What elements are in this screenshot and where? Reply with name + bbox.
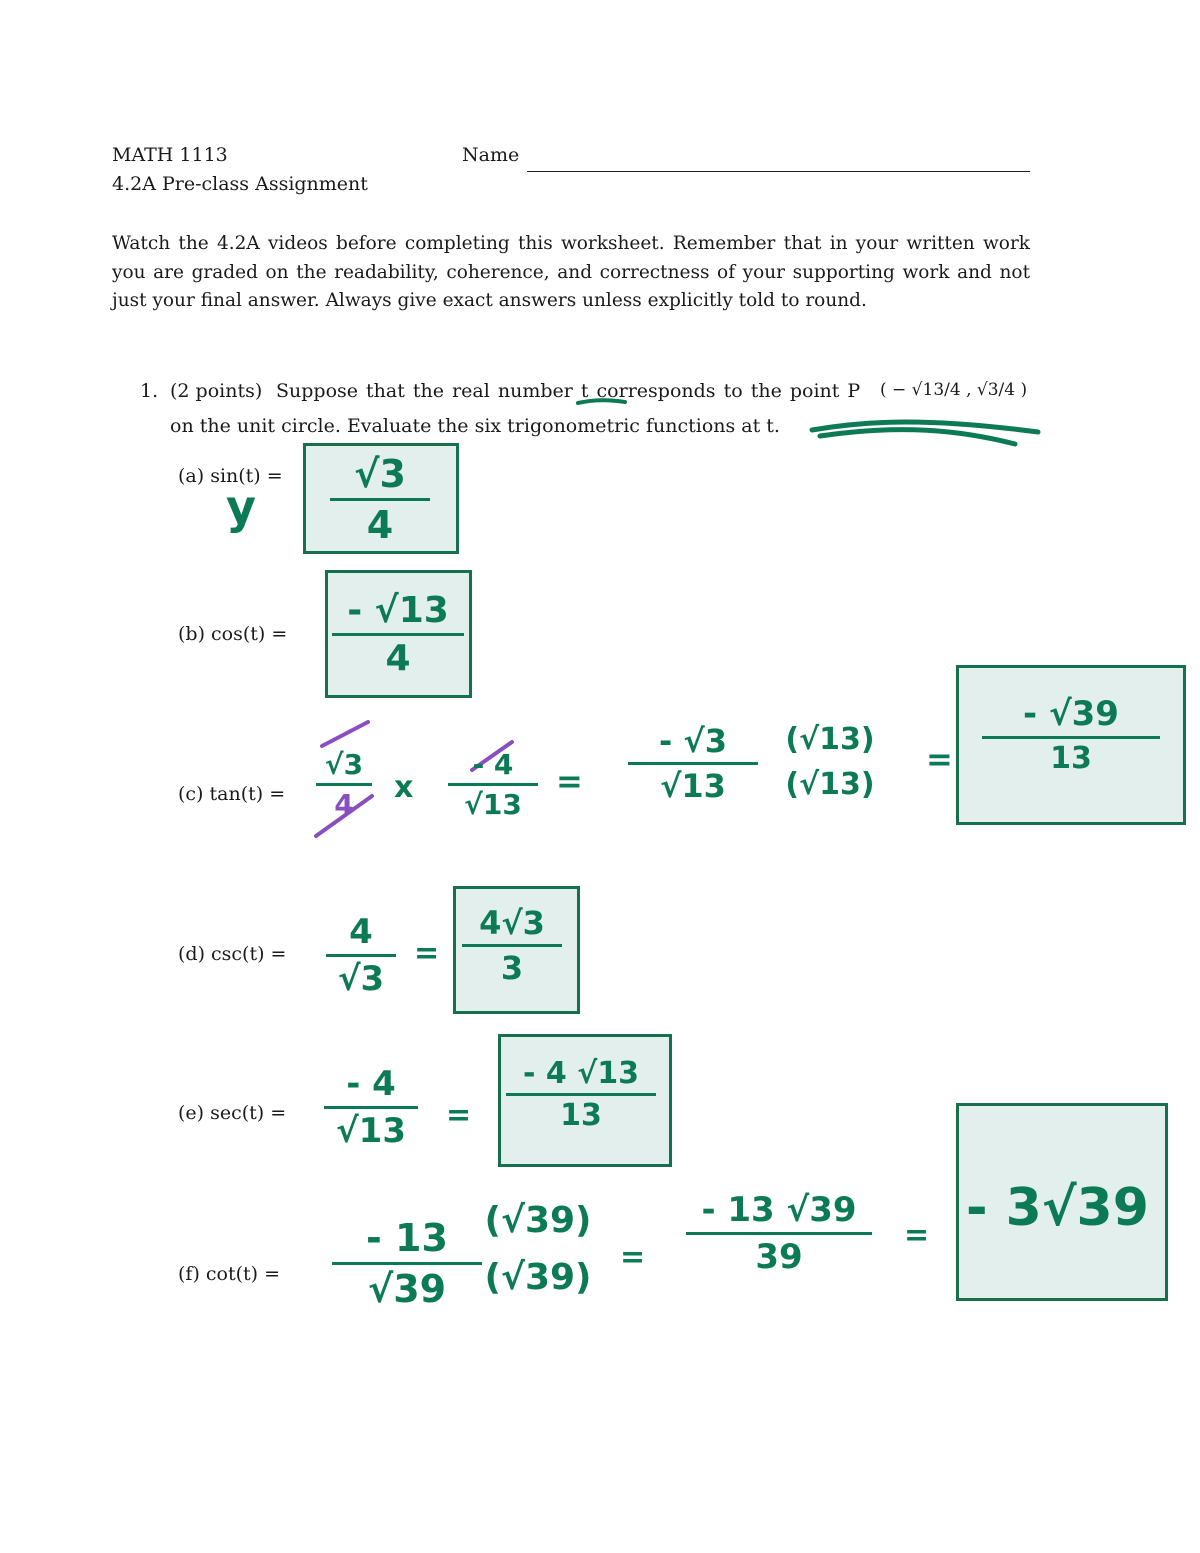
part-a-y-note: y [226,480,256,534]
part-d-work-den: √3 [337,959,385,999]
course-title: MATH 1113 [112,144,228,166]
part-d-answer [462,904,562,987]
part-f-equals-1: = [620,1240,646,1275]
part-c-equals-1: = [556,762,583,800]
part-c-work-den-2: √13 [464,788,522,821]
problem-text-continued: on the unit circle. Evaluate the six trigonometric functions at t. [170,415,780,437]
part-a-answer-denominator: 4 [366,503,394,547]
part-c-work-num-1: √3 [324,748,364,781]
problem-points: (2 points) [170,380,263,402]
instructions-paragraph: Watch the 4.2A videos before completing this worksheet. Remember that in your written work you are graded on the readability, coherence, and correctness of your supporting work and not just your final answer. Always give exact answers unless explicitly told to round. [112,233,1030,311]
part-e-equals: = [446,1098,472,1133]
part-e-answer-denominator: 13 [560,1098,602,1133]
part-f-answer: - 3√39 [966,1178,1149,1238]
part-f-work-frac-3 [686,1190,872,1277]
part-a-answer [330,452,430,547]
part-c-work-frac-2 [448,748,538,821]
part-c-answer-numerator: - √39 [1023,694,1119,734]
part-c-work-den-4: (√13) [785,767,875,802]
part-f-work-den-2: (√39) [484,1257,592,1298]
problem-text: Suppose that the real number t corresponds to the point P [276,380,861,402]
part-e-work-frac [324,1064,418,1151]
part-c-work-den-1: 4 [334,788,354,821]
part-a-label: (a) sin(t) = [178,465,283,487]
part-f-work-num-3: - 13 √39 [701,1190,857,1230]
part-b-answer-numerator: - √13 [347,590,449,631]
part-d-work-num: 4 [349,912,373,952]
part-d-label: (d) csc(t) = [178,943,287,965]
part-f-work-den-1: √39 [367,1267,447,1311]
part-d-equals: = [414,936,440,971]
part-f-work-num-2: (√39) [484,1200,592,1241]
part-f-work-frac-1 [332,1216,482,1311]
name-label: Name [462,144,520,166]
part-c-work-num-3: - √3 [658,722,728,760]
part-e-label: (e) sec(t) = [178,1102,287,1124]
part-c-work-den-3: √13 [660,767,726,805]
part-e-work-den: √13 [336,1111,406,1151]
part-c-work-frac-1 [316,748,372,821]
part-e-answer-numerator: - 4 √13 [523,1056,639,1091]
part-b-answer [332,590,464,679]
part-c-work-frac-3 [628,722,758,805]
problem-point: ( − √13/4 , √3/4 ) [880,380,1028,400]
part-f-work-den-3: 39 [755,1237,803,1277]
part-c-work-num-4: (√13) [785,722,875,757]
part-d-answer-denominator: 3 [500,949,524,987]
part-d-answer-numerator: 4√3 [479,904,545,942]
part-a-answer-numerator: √3 [354,452,406,496]
part-f-work-frac-2 [474,1200,602,1298]
assignment-title: 4.2A Pre-class Assignment [112,173,368,195]
problem-number: 1. [140,380,159,402]
part-b-answer-denominator: 4 [385,638,411,679]
part-d-work-frac [326,912,396,999]
part-c-times: x [394,770,414,805]
part-e-answer [506,1056,656,1133]
part-f-work-num-1: - 13 [366,1216,448,1260]
part-c-work-num-2: - 4 [472,748,514,781]
part-c-answer-denominator: 13 [1050,741,1092,776]
part-e-work-num: - 4 [346,1064,396,1104]
part-c-answer [982,694,1160,776]
part-f-equals-2: = [904,1218,930,1253]
part-f-label: (f) cot(t) = [178,1263,281,1285]
part-c-work-frac-4 [770,722,890,802]
part-b-label: (b) cos(t) = [178,623,288,645]
part-c-equals-2: = [926,740,953,778]
part-c-label: (c) tan(t) = [178,783,286,805]
